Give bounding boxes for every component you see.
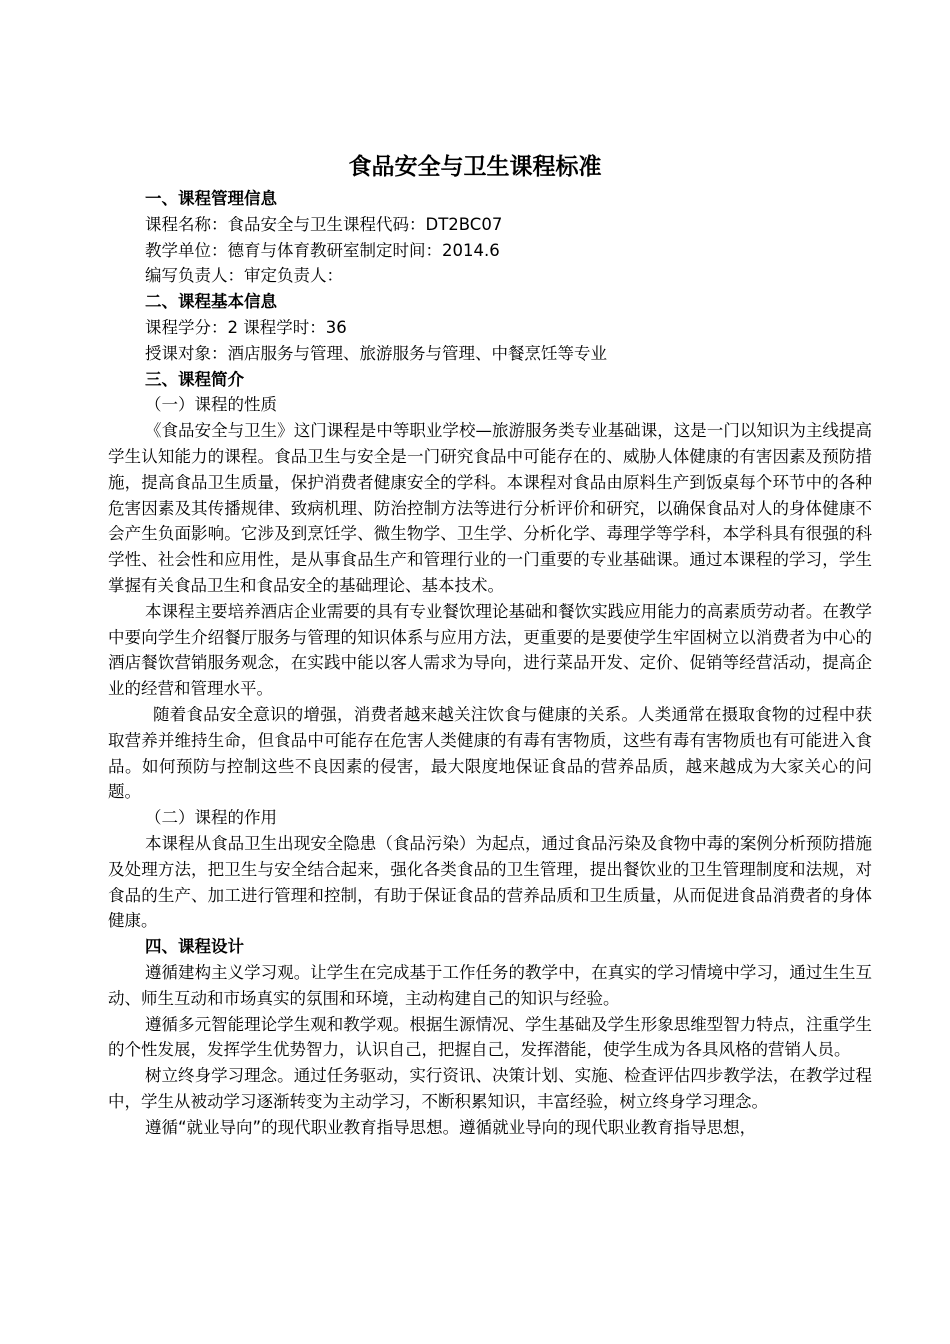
course-name-line: 课程名称：食品安全与卫生课程代码：DT2BC07 xyxy=(145,214,503,234)
teaching-unit-line: 教学单位：德育与体育教研室制定时间：2014.6 xyxy=(145,240,500,260)
document-title: 食品安全与卫生课程标准 xyxy=(348,154,602,180)
paragraph-course-nature: 《食品安全与卫生》这门课程是中等职业学校—旅游服务类专业基础课，这是一门以知识为主线提高学生认知能力的课程。食品卫生与安全是一门研究食品中可能存在的、威胁人体健康的有害因素及预防措施，提高食品卫生质量，保护消费者健康安全的学科。本课程对食品由原料生产到饭桌每个环节中的各种危害因素及其传播规律、致病机理、防治控制方法等进行分析评价和研究，以确保食品对人的身体健康不会产生负面影响。它涉及到烹饪学、微生物学、卫生学、分析化学、毒理学等学科，本学科具有很强的科学性、社会性和应用性，是从事食品生产和管理行业的一门重要的专业基础课。通过本课程的学习，学生掌握有关食品卫生和食品安全的基础理论、基本技术。 xyxy=(108,421,872,595)
paragraph-training-goal: 本课程主要培养酒店企业需要的具有专业餐饮理论基础和餐饮实践应用能力的高素质劳动者。在教学中要向学生介绍餐厅服务与管理的知识体系与应用方法，更重要的是要使学生牢固树立以消费者为中心的酒店餐饮营销服务观念，在实践中能以客人需求为导向，进行菜品开发、定价、促销等经营活动，提高企业的经营和管理水平。 xyxy=(108,601,872,699)
responsible-person-line: 编写负责人：审定负责人： xyxy=(145,266,343,286)
section-heading-course-management: 一、课程管理信息 xyxy=(145,189,277,208)
section-heading-course-design: 四、课程设计 xyxy=(145,937,244,957)
subheading-course-role: （二）课程的作用 xyxy=(145,808,277,828)
paragraph-lifelong-learning: 树立终身学习理念。通过任务驱动，实行资讯、决策计划、实施、检查评估四步教学法，在教学过程中，学生从被动学习逐渐转变为主动学习，不断积累知识，丰富经验，树立终身学习理念。 xyxy=(108,1066,872,1111)
section-heading-basic-info: 二、课程基本信息 xyxy=(145,292,277,312)
paragraph-food-safety-awareness: 随着食品安全意识的增强，消费者越来越关注饮食与健康的关系。人类通常在摄取食物的过程中获取营养并维持生命，但食品中可能存在危害人类健康的有毒有害物质，这些有毒有害物质也有可能进入食品。如何预防与控制这些不良因素的侵害，最大限度地保证食品的营养品质，越来越成为大家关心的问题。 xyxy=(108,704,872,802)
paragraph-constructivism: 遵循建构主义学习观。让学生在完成基于工作任务的教学中，在真实的学习情境中学习，通过生生互动、师生互动和市场真实的氛围和环境，主动构建自己的知识与经验。 xyxy=(108,962,872,1008)
audience-line: 授课对象：酒店服务与管理、旅游服务与管理、中餐烹饪等专业 xyxy=(145,343,607,363)
section-heading-introduction: 三、课程简介 xyxy=(145,369,244,389)
paragraph-employment-orientation: 遵循“就业导向”的现代职业教育指导思想。遵循就业导向的现代职业教育指导思想， xyxy=(145,1117,757,1137)
document-body xyxy=(108,186,872,1140)
paragraph-multiple-intelligences: 遵循多元智能理论学生观和教学观。根据生源情况、学生基础及学生形象思维型智力特点，注重学生的个性发展，发挥学生优势智力，认识自己，把握自己，发挥潜能，使学生成为各具风格的营销人员。 xyxy=(108,1014,872,1060)
subheading-course-nature: （一）课程的性质 xyxy=(145,395,277,415)
credits-hours-line: 课程学分：2 课程学时：36 xyxy=(145,317,347,337)
paragraph-course-role: 本课程从食品卫生出现安全隐患（食品污染）为起点，通过食品污染及食物中毒的案例分析预防措施及处理方法，把卫生与安全结合起来，强化各类食品的卫生管理，提出餐饮业的卫生管理制度和法规，对食品的生产、加工进行管理和控制，有助于保证食品的营养品质和卫生质量，从而促进食品消费者的身体健康。 xyxy=(108,833,872,931)
